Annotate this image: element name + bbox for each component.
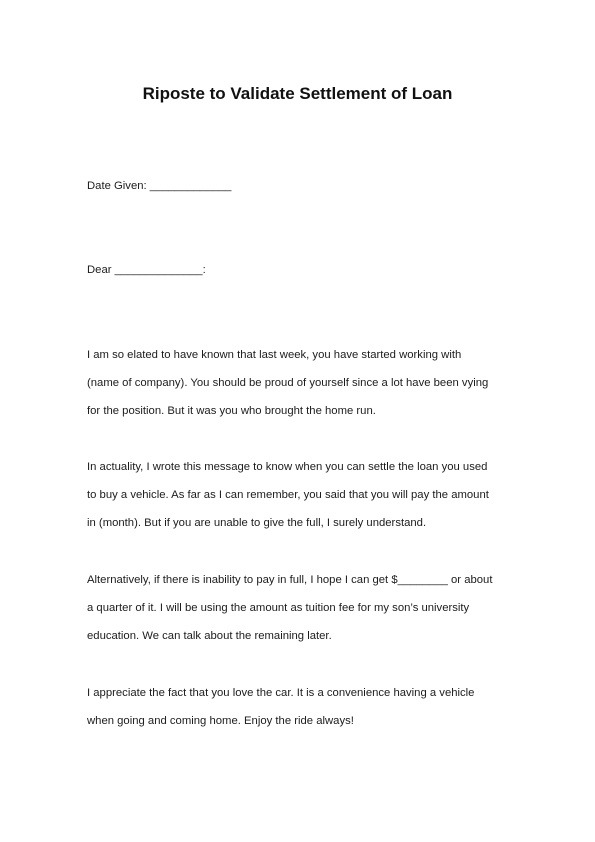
paragraph-line: when going and coming home. Enjoy the ride always! (87, 715, 354, 727)
paragraph-3 (87, 566, 527, 650)
paragraph-line: in (month). But if you are unable to give the full, I surely understand. (87, 517, 427, 529)
paragraph-2 (87, 453, 527, 537)
paragraph-line: I appreciate the fact that you love the car. It is a convenience having a vehicle (87, 687, 475, 699)
paragraph-line: to buy a vehicle. As far as I can remember, you said that you will pay the amount (87, 489, 489, 501)
paragraph-1 (87, 341, 527, 425)
salutation: Dear ______________: (87, 264, 206, 276)
document-title: Riposte to Validate Settlement of Loan (142, 84, 453, 103)
date-line: Date Given: _____________ (87, 180, 232, 192)
paragraph-line: a quarter of it. I will be using the amount as tuition fee for my son’s university (87, 602, 470, 614)
paragraph-4 (87, 679, 527, 735)
paragraph-line: (name of company). You should be proud of yourself since a lot have been vying (87, 377, 489, 389)
paragraph-line: I am so elated to have known that last week, you have started working with (87, 349, 462, 361)
paragraph-line: education. We can talk about the remaining later. (87, 630, 332, 642)
paragraph-line: Alternatively, if there is inability to pay in full, I hope I can get $________ or about (87, 574, 493, 586)
paragraph-line: In actuality, I wrote this message to know when you can settle the loan you used (87, 461, 488, 473)
paragraph-line: for the position. But it was you who brought the home run. (87, 405, 376, 417)
